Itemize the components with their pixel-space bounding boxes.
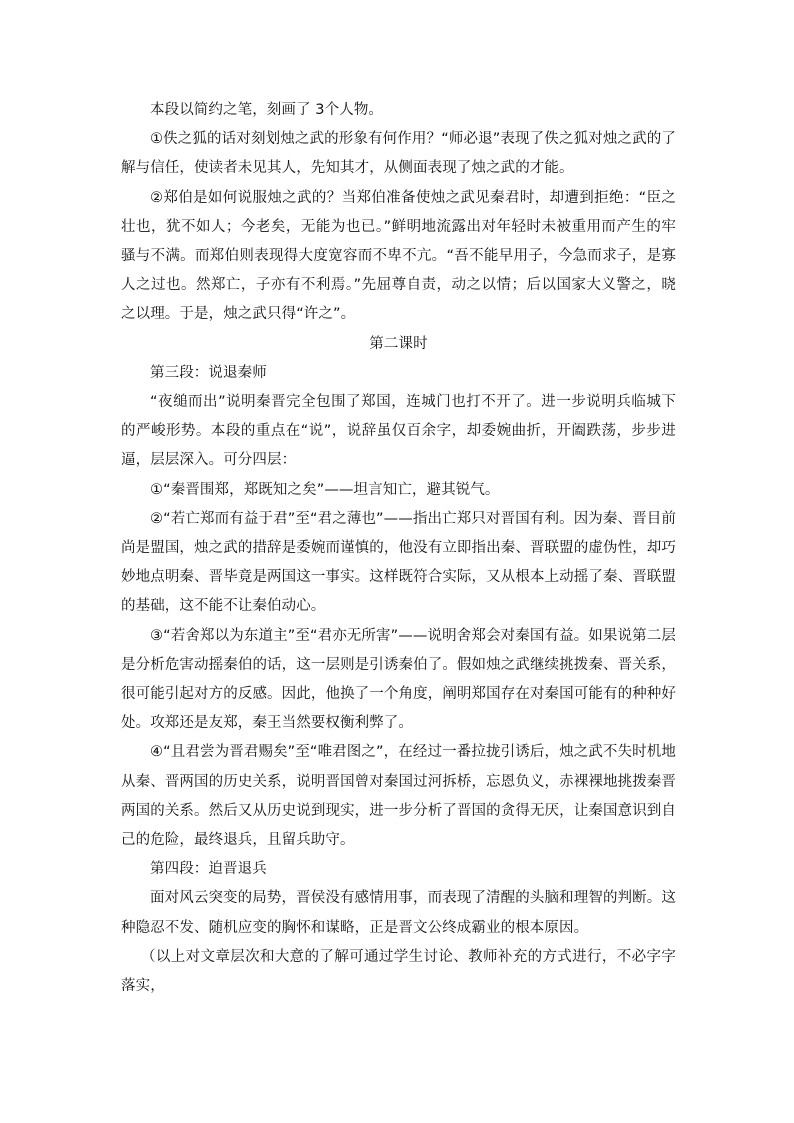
document-page bbox=[121, 96, 676, 1001]
paragraph-layer-4: ④“且君尝为晋君赐矣”至“唯君图之”，在经过一番拉拢引诱后，烛之武不失时机地从秦、晋两国的历史关系，说明晋国曾对秦国过河拆桥，忘恩负义，赤裸裸地挑拨秦晋两国的关系。然后又从历史说到现实，进一步分析了晋国的贪得无厌，让秦国意识到自己的危险，最终退兵，且留兵助守。 bbox=[121, 744, 676, 849]
paragraph-layer-2: ②“若亡郑而有益于君”至“君之薄也”——指出亡郑只对晋国有利。因为秦、晋目前尚是盟国，烛之武的措辞是委婉而谨慎的，他没有立即指出秦、晋联盟的虚伪性，却巧妙地点明秦、晋毕竟是两国这一事实。这样既符合实际，又从根本上动摇了秦、晋联盟的基础，这不能不让秦伯动心。 bbox=[121, 510, 676, 615]
section-heading-3: 第三段：说退秦师 bbox=[150, 364, 267, 381]
paragraph-section-4: 面对风云突变的局势，晋侯没有感情用事，而表现了清醒的头脑和理智的判断。这种隐忍不发、随机应变的胸怀和谋略，正是晋文公终成霸业的根本原因。 bbox=[121, 890, 676, 936]
section-heading-4: 第四段：迫晋退兵 bbox=[150, 861, 267, 878]
paragraph-layer-1: ①“秦晋围郑，郑既知之矣”——坦言知亡，避其锐气。 bbox=[150, 481, 500, 498]
paragraph-section-3-intro: “夜缒而出”说明秦晋完全包围了郑国，连城门也打不开了。进一步说明兵临城下的严峻形势。本段的重点在“说”，说辞虽仅百余字，却委婉曲折，开阖跌荡，步步进逼，层层深入。可分四层： bbox=[121, 394, 676, 469]
paragraph-note: （以上对文章层次和大意的了解可通过学生讨论、教师补充的方式进行，不必字字落实， bbox=[121, 948, 676, 995]
paragraph-point-2: ②郑伯是如何说服烛之武的？当郑伯准备使烛之武见秦君时，却遭到拒绝：“臣之壮也，犹不如人；今老矣，无能为也已。”鲜明地流露出对年轻时未被重用而产生的牢骚与不满。而郑伯则表现得大度宽容而不卑不亢。“吾不能早用子，今急而求子，是寡人之过也。然郑亡，子亦有不利焉。”先屈尊自责，动之以情；后以国家大义警之，晓之以理。于是，烛之武只得“许之”。 bbox=[121, 189, 676, 323]
paragraph-point-1: ①佚之狐的话对刻划烛之武的形象有何作用？“师必退”表现了佚之狐对烛之武的了解与信任，使读者未见其人，先知其才，从侧面表现了烛之武的才能。 bbox=[121, 131, 676, 177]
lesson-heading: 第二课时 bbox=[369, 335, 428, 352]
paragraph-layer-3: ③“若舍郑以为东道主”至“君亦无所害”——说明舍郑会对秦国有益。如果说第二层是分析危害动摇秦伯的话，这一层则是引诱秦伯了。假如烛之武继续挑拨秦、晋关系，很可能引起对方的反感。因此，他换了一个角度，阐明郑国存在对秦国可能有的种种好处。攻郑还是友郑，秦王当然要权衡利弊了。 bbox=[121, 627, 676, 732]
paragraph-summary: 本段以简约之笔，刻画了 3个人物。 bbox=[150, 102, 384, 118]
